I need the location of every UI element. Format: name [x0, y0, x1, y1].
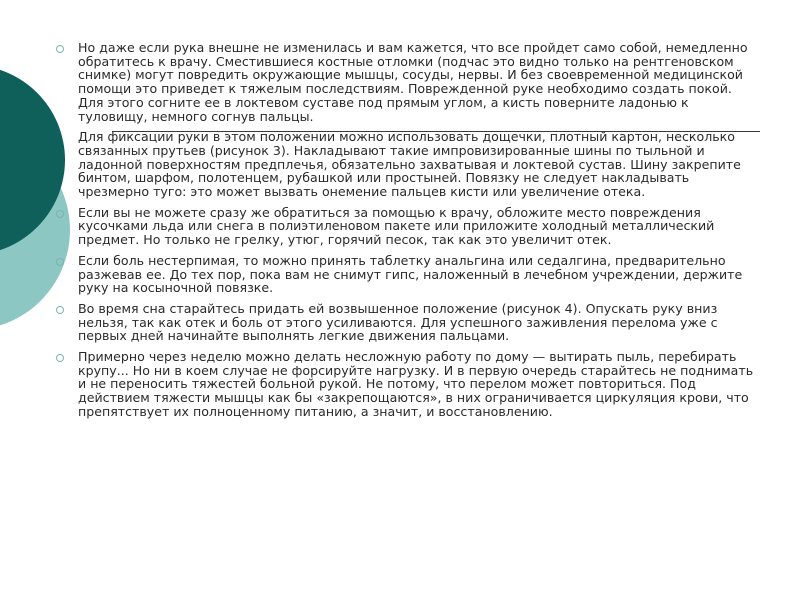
bullet-circle-icon	[56, 306, 64, 314]
bullet-text: Но даже если рука внешне не изменилась и вам кажется, что все пройдет само собой, немедленно обратитесь к врачу. Сместившиеся костные отломки (подчас это видно только на рентгеновском снимке) могут повредить окружающие мышцы, сосуды, нервы. И без своевременной медицинской помощи это приведет к тяжелым последствиям. Поврежденной руке необходимо создать покой. Для этого согните ее в локтевом суставе под прямым углом, а кисть поверните ладонью к туловищу, немного согнув пальцы.	[78, 40, 748, 124]
bullet-text: Во время сна старайтесь придать ей возвышенное положение (рисунок 4). Опускать руку вниз нельзя, так как отек и боль от этого усиливаются. Для успешного заживления перелома уже с первых дней начинайте выполнять легкие движения пальцами.	[78, 300, 718, 344]
slide-body	[56, 41, 756, 426]
bullet-item	[56, 350, 756, 419]
bullet-text: Примерно через неделю можно делать несложную работу по дому — вытирать пыль, перебирать крупу... Но ни в коем случае не форсируйте нагрузку. И в первую очередь старайтесь не поднимать и не переносить тяжестей больной рукой. Не потому, что перелом может повториться. Под действием тяжести мышцы как бы «закрепощаются», в них ограничивается циркуляция крови, что препятствует их полноценному питанию, а значит, и восстановлению.	[78, 349, 754, 419]
bullet-circle-icon	[56, 45, 64, 53]
bullet-text: Если боль нестерпимая, то можно принять таблетку анальгина или седалгина, предварительно разжевав ее. До тех пор, пока вам не снимут гипс, наложенный в лечебном учреждении, держите руку на косыночной повязке.	[78, 252, 743, 296]
continuation-paragraph: Для фиксации руки в этом положении можно использовать дощечки, плотный картон, несколько связанных прутьев (рисунок 3). Накладывают такие импровизированные шины по тыльной и ладонной поверхностям предплечья, обязательно захватывая и локтевой сустав. Шину закрепите бинтом, шарфом, полотенцем, рубашкой или простыней. Повязку не следует накладывать чрезмерно туго: это может вызвать онемение пальцев кисти или увеличение отека.	[78, 129, 741, 200]
bullet-item	[56, 254, 756, 295]
bullet-item	[56, 302, 756, 343]
bullet-circle-icon	[56, 354, 64, 362]
bullet-circle-icon	[56, 210, 64, 218]
bullet-text: Если вы не можете сразу же обратиться за помощью к врачу, обложите место повреждения кусочками льда или снега в полиэтиленовом пакете или приложите холодный металлический предмет. Но только не грелку, утюг, горячий песок, так как это увеличит отек.	[78, 204, 715, 248]
underline-rule	[112, 131, 760, 132]
bullet-item	[56, 206, 756, 247]
bullet-circle-icon	[56, 258, 64, 266]
bullet-item	[56, 41, 756, 123]
